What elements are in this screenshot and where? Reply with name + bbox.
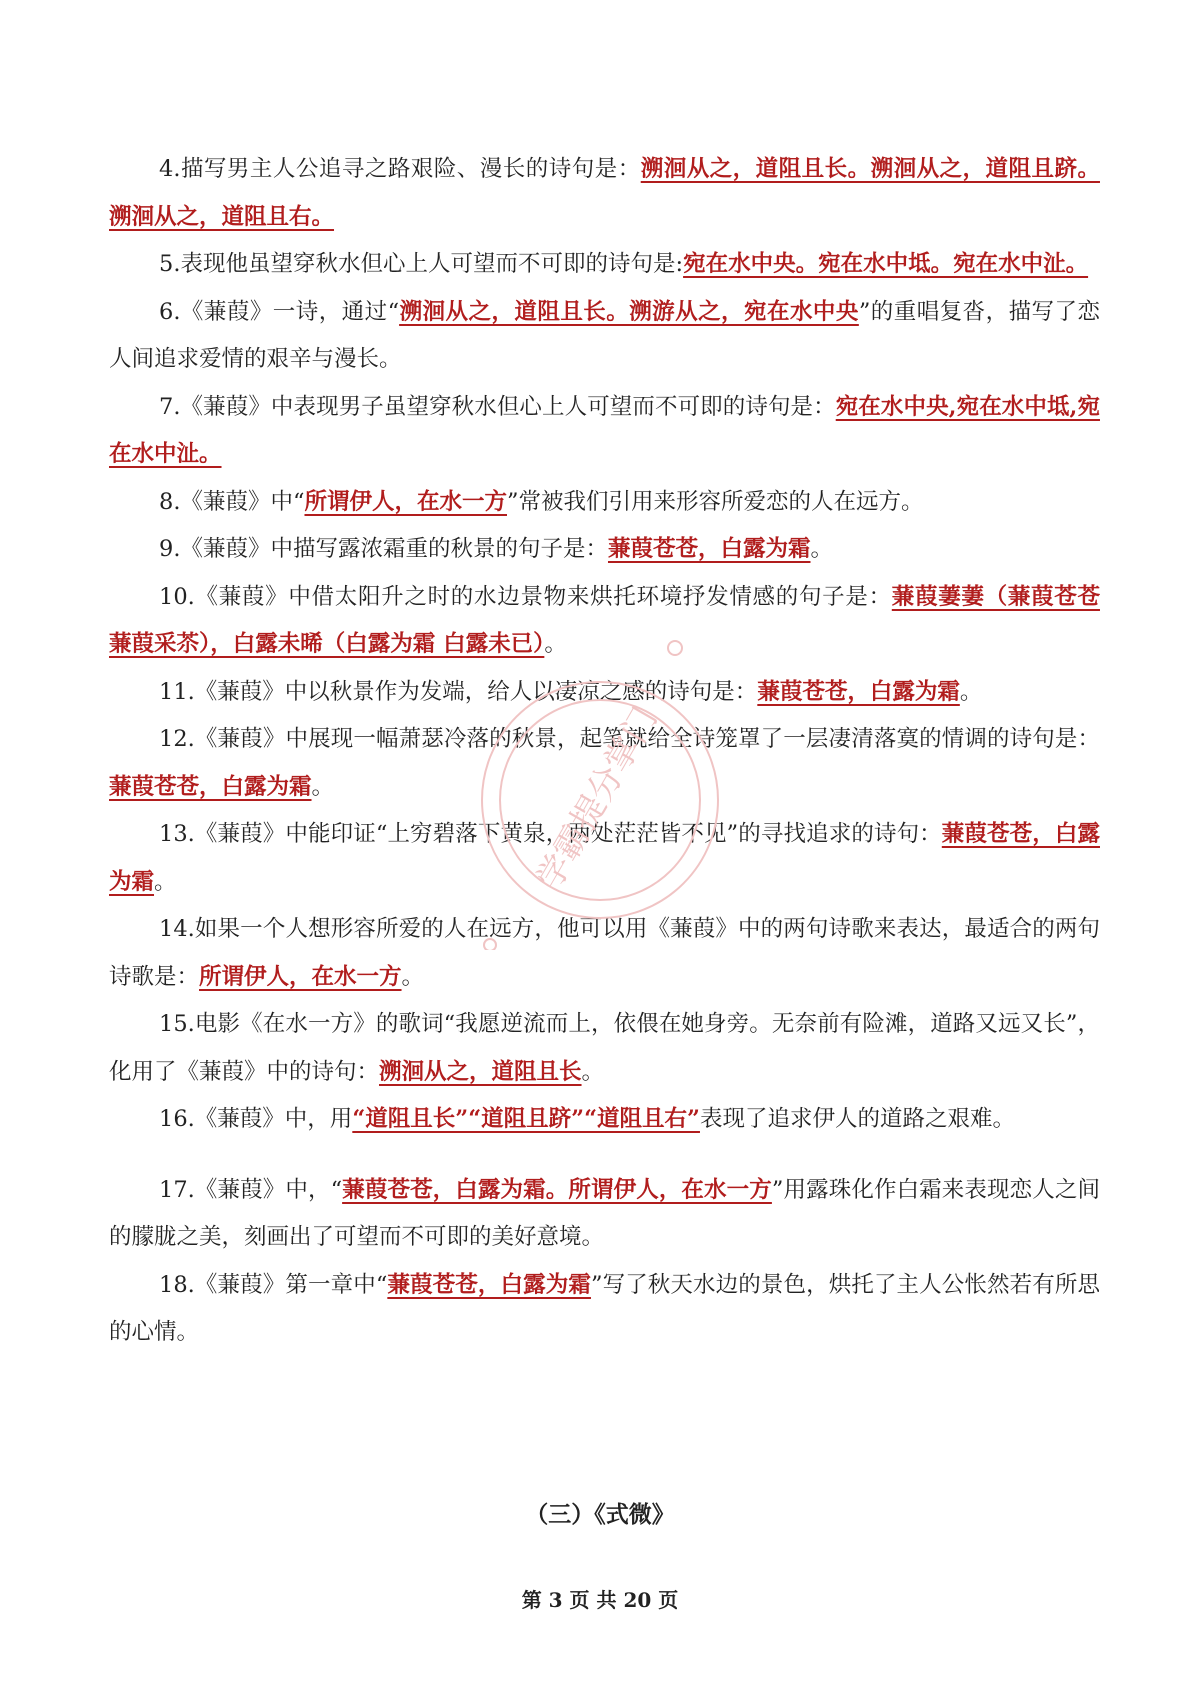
question-text: 描写男主人公追寻之路艰险、漫长的诗句是： xyxy=(180,156,641,182)
question-number: 11. xyxy=(159,678,195,705)
answer-text: 所谓伊人，在水一方 xyxy=(199,963,402,990)
question-item xyxy=(109,574,1100,669)
answer-text: 蒹葭苍苍，白露为霜 xyxy=(607,536,811,562)
question-number: 16. xyxy=(159,1106,195,1132)
question-text: 《蒹葭》中以秋景作为发端，给人以凄凉之感的诗句是： xyxy=(194,678,758,705)
question-text: 。 xyxy=(154,868,177,895)
question-text: 如果一个人想形容所爱的人在远方，他可以用《蒹葭》中的两句诗歌来表达，最适合的两句诗歌是： xyxy=(109,916,1100,990)
question-text: 。 xyxy=(311,773,335,800)
answer-text: 溯洄从之，道阻且长。溯洄从之，道阻且跻。溯洄从之，道阻且右。 xyxy=(109,156,1100,230)
question-text: 表现他虽望穿秋水但心上人可望而不可即的诗句是: xyxy=(180,251,684,277)
question-item xyxy=(109,1262,1100,1357)
question-text: ”用露珠化作白霜来表现恋人之间的朦胧之美，刻画出了可望而不可即的美好意境。 xyxy=(109,1176,1100,1250)
question-number: 5. xyxy=(159,251,181,277)
question-text: ”常被我们引用来形容所爱恋的人在远方。 xyxy=(507,488,924,515)
answer-text: 宛在水中央,宛在水中坻,宛在水中沚。 xyxy=(109,393,1100,467)
question-number: 15. xyxy=(159,1011,195,1037)
question-item xyxy=(109,384,1100,479)
question-item xyxy=(109,241,1100,289)
question-text: ”的重唱复沓，描写了恋人间追求爱情的艰辛与漫长。 xyxy=(109,298,1100,372)
question-number: 18. xyxy=(159,1271,195,1298)
svg-text:学霸提分掌门: 学霸提分掌门 xyxy=(529,700,666,897)
question-number: 8. xyxy=(159,488,181,515)
question-item xyxy=(109,716,1100,811)
page-footer: 第 3 页 共 20 页 xyxy=(521,1588,679,1612)
question-item xyxy=(109,1167,1100,1262)
question-text: 。 xyxy=(401,963,425,990)
question-text: 《蒹葭》中描写露浓霜重的秋景的句子是： xyxy=(180,536,608,562)
question-text: 。 xyxy=(581,1058,605,1085)
question-text: 。 xyxy=(810,536,834,562)
question-text: 《蒹葭》中“ xyxy=(180,488,305,515)
question-number: 17. xyxy=(159,1176,195,1203)
answer-text: 蒹葭萋萋（蒹葭苍苍 蒹葭采苶），白露未晞（白露为霜 白露未已） xyxy=(109,583,1100,657)
question-text: 表现了追求伊人的道路之艰难。 xyxy=(699,1106,1015,1132)
question-number: 13. xyxy=(159,821,195,847)
question-text: 《蒹葭》中能印证“上穷碧落下黄泉，两处茫茫皆不见”的寻找追求的诗句： xyxy=(194,821,942,847)
question-number: 4. xyxy=(159,156,181,182)
question-text: 电影《在水一方》的歌词“我愿逆流而上，依偎在她身旁。无奈前有险滩，道路又远又长”，化用了《蒹葭》中的诗句： xyxy=(109,1011,1100,1085)
answer-text: 所谓伊人，在水一方 xyxy=(304,488,507,515)
question-number: 12. xyxy=(159,726,195,752)
question-item xyxy=(109,906,1100,1001)
question-item xyxy=(109,526,1100,574)
question-list xyxy=(109,146,1100,1357)
question-number: 9. xyxy=(159,536,181,562)
question-item xyxy=(109,146,1100,241)
answer-text: 宛在水中央。宛在水中坻。宛在水中沚。 xyxy=(683,251,1089,277)
question-item xyxy=(109,289,1100,384)
question-number: 7. xyxy=(159,393,181,420)
question-item xyxy=(109,1001,1100,1096)
answer-text: 蒹葭苍苍，白露为霜 xyxy=(109,773,312,800)
question-number: 14. xyxy=(159,916,195,942)
question-item xyxy=(109,479,1100,527)
question-text: 《蒹葭》中，“ xyxy=(194,1176,343,1203)
answer-text: 蒹葭苍苍，白露为霜 xyxy=(757,678,960,705)
answer-text: 蒹葭苍苍，白露为霜 xyxy=(387,1271,591,1298)
section-title: （三）《式微》 xyxy=(525,1501,675,1528)
question-item xyxy=(109,1096,1100,1144)
question-text: 《蒹葭》中借太阳升之时的水边景物来烘托环境抒发情感的句子是： xyxy=(194,583,892,610)
question-text: 《蒹葭》第一章中“ xyxy=(194,1271,388,1298)
question-text: 《蒹葭》中，用 xyxy=(194,1106,353,1132)
question-number: 6. xyxy=(159,298,181,325)
question-text: 《蒹葭》一诗，通过“ xyxy=(180,298,400,325)
question-text: 。 xyxy=(544,631,567,657)
question-text: 《蒹葭》中展现一幅萧瑟冷落的秋景，起笔就给全诗笼罩了一层凄清落寞的情调的诗句是： xyxy=(194,726,1100,752)
question-number: 10. xyxy=(159,583,195,610)
question-item xyxy=(109,811,1100,906)
answer-text: 蒹葭苍苍，白露为霜 xyxy=(109,821,1100,895)
answer-text: 溯洄从之，道阻且长。溯游从之，宛在水中央 xyxy=(399,298,859,325)
question-text: 《蒹葭》中表现男子虽望穿秋水但心上人可望而不可即的诗句是： xyxy=(180,393,836,420)
answer-text: “道阻且长”“道阻且跻”“道阻且右” xyxy=(352,1106,700,1132)
question-text: ”写了秋天水边的景色，烘托了主人公怅然若有所思的心情。 xyxy=(109,1271,1100,1345)
question-item xyxy=(109,669,1100,717)
answer-text: 溯洄从之，道阻且长 xyxy=(379,1058,582,1085)
question-text: 。 xyxy=(959,678,983,705)
answer-text: 蒹葭苍苍，白露为霜。所谓伊人，在水一方 xyxy=(342,1176,772,1203)
